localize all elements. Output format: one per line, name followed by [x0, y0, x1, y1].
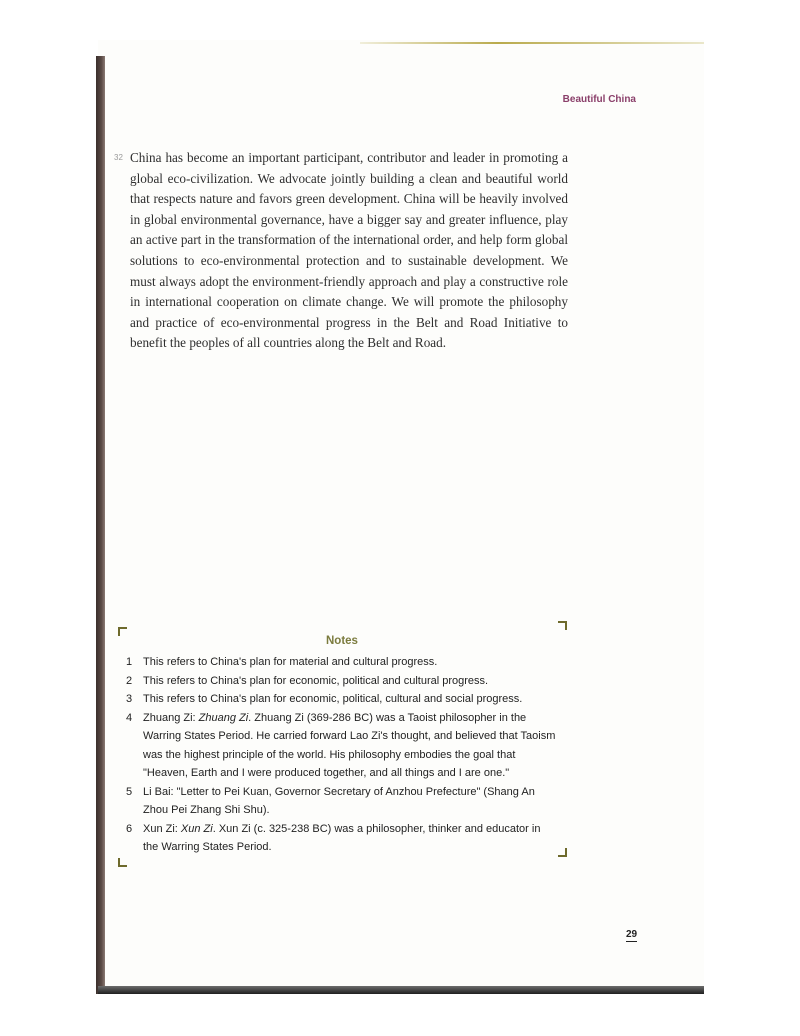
notes-list: [126, 653, 556, 857]
note-item: [126, 672, 556, 691]
note-number: 1: [126, 656, 133, 668]
paragraph-marker: 32: [114, 153, 123, 162]
crop-mark-top-left: [118, 627, 127, 636]
note-text-run: Xun Zi:: [143, 822, 181, 835]
body-paragraph: China has become an important participant, contributor and leader in promoting a global eco-civilization. We advocate jointly building a clean and beautiful world that respects nature and favors green development. China will be heavily involved in global environmental governance, have a bigger say and greater influence, play an active part in the transformation of the international order, and help form global solutions to eco-environmental protection and to sustainable development. We must always adopt the environment-friendly approach and play a constructive role in international cooperation on climate change. We will promote the philosophy and practice of eco-environmental progress in the Belt and Road Initiative to benefit the peoples of all countries along the Belt and Road.: [130, 150, 568, 351]
note-text: [143, 712, 555, 780]
note-item: [126, 653, 556, 672]
note-number: 2: [126, 674, 133, 687]
header-rule: [360, 42, 704, 44]
crop-mark-bottom-right: [558, 848, 567, 857]
page-number: 29: [626, 929, 638, 940]
note-item: [126, 783, 556, 820]
note-work-title: Zhuang Zi: [198, 711, 249, 724]
note-text-run: . Zhuang Zi (369-286 BC) was a Taoist philosopher in the Warring States Period. He carried forward Lao Zi's thought, and believed that Taoism was the highest principle of the world. His philosophy embodies the goal that "Heaven, Earth and I were produced together, and all things and I are one.": [143, 711, 556, 779]
note-number: 6: [126, 822, 133, 835]
note-text-run: This refers to China's plan for material and cultural progress.: [143, 656, 438, 668]
running-head: Beautiful China: [562, 94, 636, 105]
crop-mark-top-right: [558, 621, 567, 630]
note-text-run: . Xun Zi (c. 325-238 BC) was a philosopher, thinker and educator in the Warring States Period.: [143, 822, 541, 853]
book-spine-shadow: [96, 56, 105, 994]
note-number: 5: [126, 785, 133, 798]
note-text: [143, 786, 535, 817]
note-text: [143, 675, 488, 687]
note-number: 3: [126, 693, 133, 705]
note-number: 4: [126, 711, 133, 724]
note-text: [143, 823, 540, 854]
note-item: [126, 820, 556, 857]
note-item: [126, 690, 556, 709]
note-item: [126, 709, 556, 783]
note-text-run: Zhuang Zi:: [143, 711, 199, 724]
page-bottom-shadow: [98, 986, 704, 994]
note-text: [143, 693, 522, 705]
note-text-run: Li Bai: "Letter to Pei Kuan, Governor Secretary of Anzhou Prefecture" (Shang An Zhou Pei Zhang Shi Shu).: [143, 785, 535, 816]
note-text: [143, 656, 437, 668]
notes-title: Notes: [326, 635, 358, 647]
note-work-title: Xun Zi: [180, 822, 213, 835]
note-text-run: This refers to China's plan for economic, political and cultural progress.: [143, 674, 489, 687]
note-text-run: This refers to China's plan for economic, political, cultural and social progress.: [143, 693, 523, 705]
crop-mark-bottom-left: [118, 858, 127, 867]
